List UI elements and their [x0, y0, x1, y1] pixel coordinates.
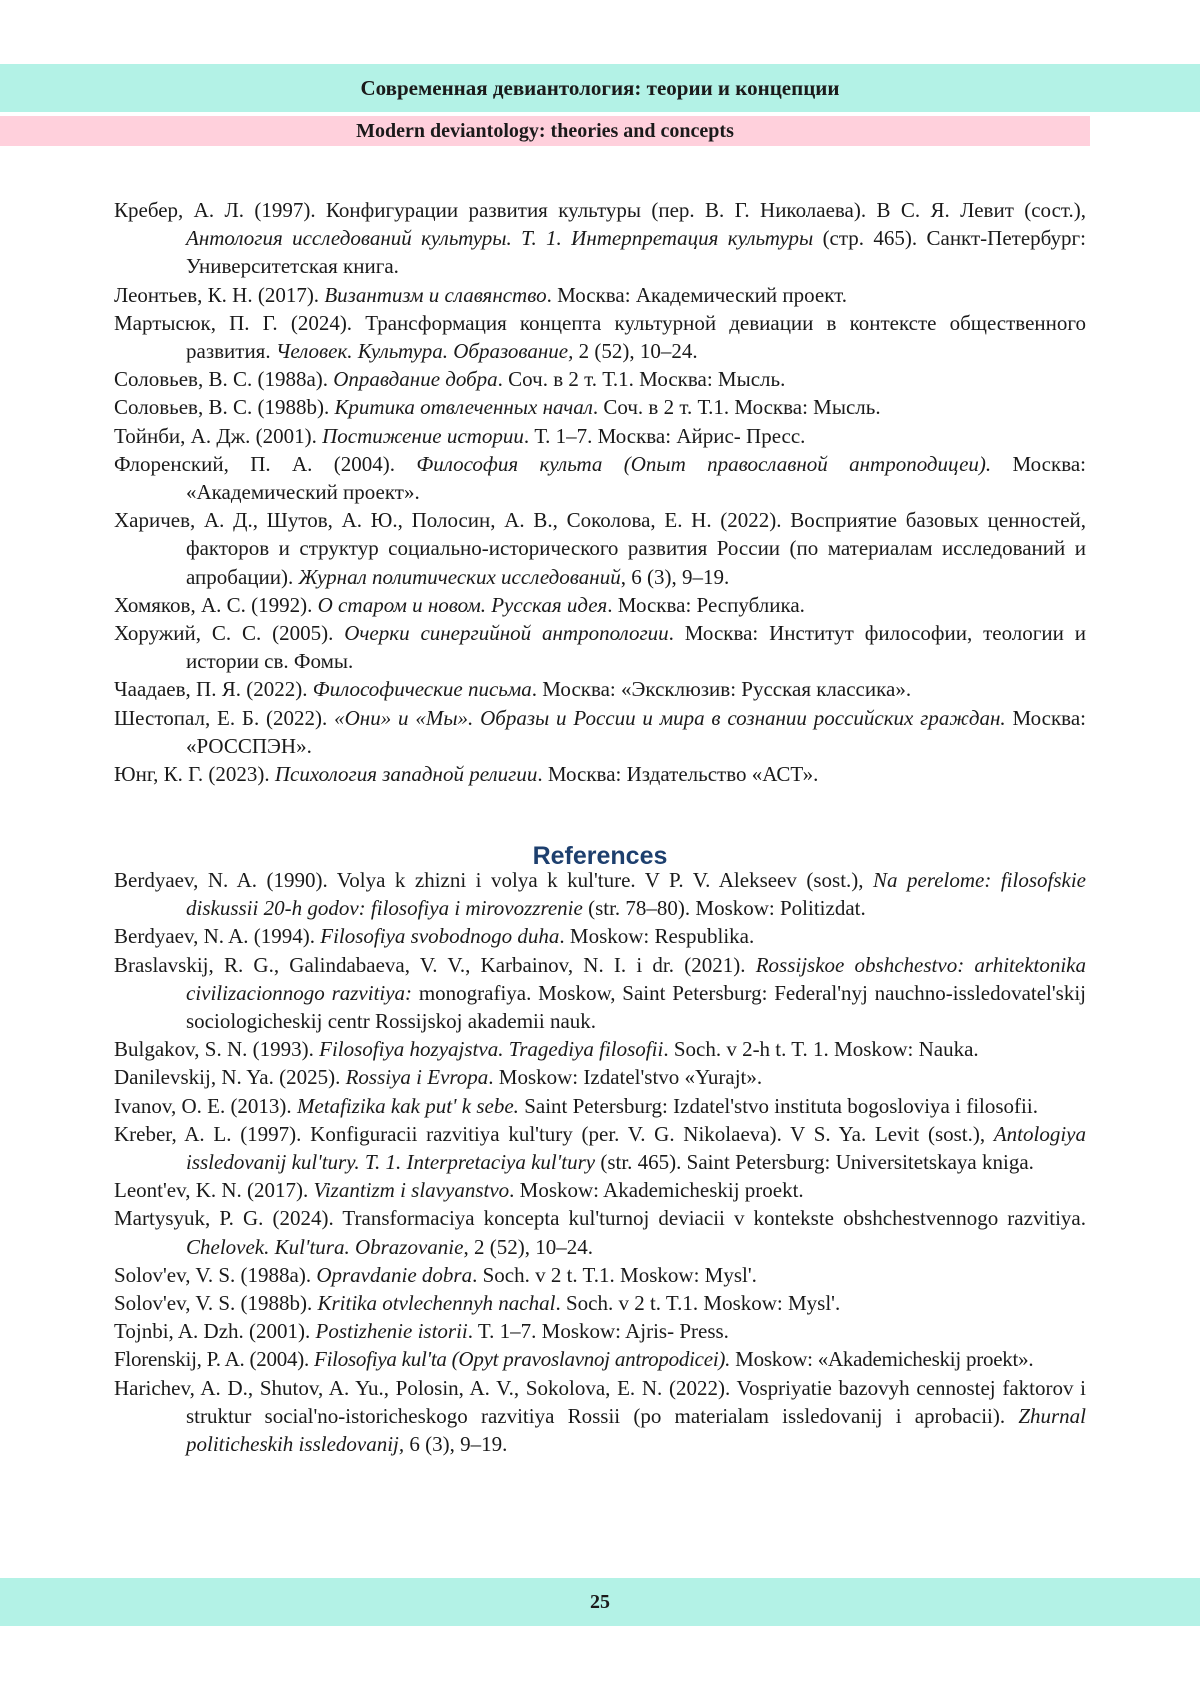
reference-text: Соловьев, В. С. (1988a).: [114, 367, 334, 392]
bibliography-en: [114, 866, 1086, 1458]
reference-title: Na perelome: filosofskie diskussii 20-h godov: filosofiya i mirovozzrenie: [186, 868, 1086, 921]
reference-text: Kreber, A. L. (1997). Konfiguracii razvitiya kul'tury (per. V. G. Nikolaeva). V S. Ya. Levit (sost.),: [114, 1121, 994, 1146]
reference-text: Чаадаев, П. Я. (2022).: [114, 677, 313, 702]
reference-source: . Soch. v 2 t. T.1. Moskow: Mysl'.: [472, 1262, 757, 1287]
reference-title: Антология исследований культуры. Т. 1. Интерпретация культуры: [186, 226, 814, 251]
reference-title: Rossijskoe obshchestvo: arhitektonika civilizacionnogo razvitiya:: [186, 952, 1087, 1005]
reference-source: . Соч. в 2 т. Т.1. Москва: Мысль.: [497, 367, 786, 392]
journal-section-title-ru: [0, 64, 1200, 112]
reference-entry: [114, 866, 1086, 922]
references-heading: References: [532, 842, 668, 870]
reference-title: Filosofiya svobodnogo duha: [320, 924, 560, 949]
reference-source: (str. 465). Saint Petersburg: Universitetskaya kniga.: [595, 1150, 1034, 1175]
reference-title: Человек. Культура. Образование,: [275, 339, 574, 364]
reference-title: Antologiya issledovanij kul'tury. T. 1. Interpretaciya kul'tury: [186, 1121, 1086, 1175]
reference-source: . Moskow: Akademicheskij proekt.: [509, 1178, 804, 1203]
section-title-en: Modern deviantology: theories and concepts: [356, 119, 734, 142]
reference-title: Filosofiya hozyajstva. Tragediya filosofii: [319, 1037, 664, 1062]
reference-title: Постижение истории: [322, 423, 524, 448]
reference-title: Filosofiya kul'ta (Opyt pravoslavnoj antropodicei).: [314, 1347, 731, 1372]
reference-title: Психология западной религии: [274, 762, 538, 787]
reference-title: Postizhenie istorii: [315, 1319, 468, 1344]
reference-text: Tojnbi, A. Dzh. (2001).: [114, 1319, 316, 1344]
reference-title: Византизм и славянство: [324, 282, 547, 307]
reference-source: . Moskow: Respublika.: [559, 924, 755, 949]
reference-title: Kritika otvlechennyh nachal: [317, 1291, 556, 1316]
reference-source: . Soch. v 2-h t. T. 1. Moskow: Nauka.: [663, 1037, 979, 1062]
reference-source: . Москва: «Эксклюзив: Русская классика».: [531, 677, 912, 702]
reference-source: . Соч. в 2 т. Т.1. Москва: Мысль.: [592, 395, 881, 420]
reference-text: Danilevskij, N. Ya. (2025).: [114, 1065, 346, 1090]
reference-title: Очерки синергийной антропологии: [344, 621, 669, 646]
reference-source: (стр. 465). Санкт-Петербург: Университетская книга.: [186, 226, 1086, 279]
reference-source: , 6 (3), 9–19.: [620, 564, 730, 589]
reference-title: «Они» и «Мы». Образы и России и мира в сознании российских граждан.: [334, 705, 1006, 730]
reference-source: Moskow: «Akademicheskij proekt».: [730, 1347, 1034, 1372]
reference-text: Харичев, А. Д., Шутов, А. Ю., Полосин, А. В., Соколова, Е. Н. (2022). Восприятие базовых ценностей, факторов и структур социально-исторического развития России (по материалам исследований и апробации).: [114, 508, 1086, 589]
page-number: 25: [590, 1590, 610, 1613]
reference-entry: [114, 1289, 1086, 1317]
reference-title: Критика отвлеченных начал: [334, 395, 593, 420]
reference-source: monografiya. Moskow, Saint Petersburg: Federal'nyj nauchno-issledovatel'skij sociologicheskij centr Rossijskoj akademii nauk.: [186, 980, 1087, 1034]
reference-entry: [114, 591, 1086, 619]
journal-section-title-en: [0, 116, 1090, 146]
reference-source: . Москва: Институт философии, теологии и истории св. Фомы.: [186, 621, 1086, 674]
reference-text: Леонтьев, К. Н. (2017).: [114, 282, 325, 307]
reference-title: О старом и новом. Русская идея: [317, 592, 608, 617]
reference-text: Тойнби, А. Дж. (2001).: [114, 423, 323, 448]
reference-text: Юнг, К. Г. (2023).: [114, 762, 275, 787]
reference-entry: [114, 450, 1086, 506]
reference-source: . Soch. v 2 t. T.1. Moskow: Mysl'.: [555, 1291, 841, 1316]
reference-entry: [114, 1317, 1086, 1345]
reference-entry: [114, 1035, 1086, 1063]
reference-entry: [114, 1063, 1086, 1091]
reference-text: Florenskij, P. A. (2004).: [114, 1347, 315, 1372]
reference-text: Berdyaev, N. A. (1994).: [114, 924, 321, 949]
reference-source: . Москва: Издательство «АСТ».: [537, 762, 819, 787]
reference-title: Zhurnal politicheskih issledovanij,: [186, 1403, 1086, 1457]
reference-title: Философия культа (Опыт православной антроподицеи).: [416, 451, 992, 476]
reference-entry: [114, 281, 1086, 309]
reference-text: Solov'ev, V. S. (1988b).: [114, 1291, 318, 1316]
reference-entry: [114, 1176, 1086, 1204]
reference-entry: [114, 365, 1086, 393]
reference-entry: [114, 1092, 1086, 1120]
page-footer: [0, 1578, 1200, 1626]
reference-source: (str. 78–80). Moskow: Politizdat.: [582, 896, 866, 921]
reference-text: Флоренский, П. А. (2004).: [114, 451, 417, 476]
reference-text: Harichev, A. D., Shutov, A. Yu., Polosin, A. V., Sokolova, E. N. (2022). Vospriyatie bazovyh cennostej faktorov i struktur social'no-istoricheskogo razvitiya Rossii (po materialam issledovanij i aprobacii).: [114, 1375, 1086, 1428]
reference-source: . Москва: Академический проект.: [546, 282, 847, 307]
section-title-ru: Современная девиантология: теории и концепции: [360, 75, 840, 100]
reference-text: Martysyuk, P. G. (2024). Transformaciya koncepta kul'turnoj deviacii v kontekste obshchestvennogo razvitiya.: [114, 1206, 1086, 1231]
reference-text: Solov'ev, V. S. (1988a).: [114, 1262, 317, 1287]
reference-entry: [114, 196, 1086, 281]
reference-entry: [114, 309, 1086, 365]
reference-text: Bulgakov, S. N. (1993).: [114, 1037, 320, 1062]
reference-text: Соловьев, В. С. (1988b).: [114, 395, 335, 420]
reference-title: Opravdanie dobra: [316, 1262, 473, 1287]
reference-text: Хоружий, С. С. (2005).: [114, 621, 345, 646]
reference-source: 6 (3), 9–19.: [404, 1432, 508, 1457]
reference-entry: [114, 1120, 1086, 1176]
reference-entry: [114, 760, 1086, 788]
reference-source: Москва: «Академический проект».: [186, 451, 1086, 505]
reference-source: , 2 (52), 10–24.: [463, 1234, 593, 1259]
reference-entry: [114, 1261, 1086, 1289]
reference-entry: [114, 1374, 1086, 1459]
reference-entry: [114, 675, 1086, 703]
reference-title: Оправдание добра: [333, 367, 498, 392]
reference-text: Мартысюк, П. Г. (2024). Трансформация концепта культурной девиации в контексте общественного развития.: [114, 310, 1086, 364]
reference-text: Шестопал, Е. Б. (2022).: [114, 705, 335, 730]
reference-title: Chelovek. Kul'tura. Obrazovanie: [186, 1234, 464, 1259]
reference-entry: [114, 619, 1086, 675]
reference-text: Кребер, А. Л. (1997). Конфигурации развития культуры (пер. В. Г. Николаева). В С. Я. Левит (сост.),: [114, 198, 1086, 222]
reference-source: Saint Petersburg: Izdatel'stvo instituta bogosloviya i filosofii.: [518, 1093, 1038, 1118]
reference-text: Хомяков, А. С. (1992).: [114, 592, 318, 617]
reference-text: Ivanov, O. E. (2013).: [114, 1093, 297, 1118]
reference-title: Философические письма: [312, 677, 532, 702]
reference-entry: [114, 393, 1086, 421]
reference-source: 2 (52), 10–24.: [573, 339, 698, 364]
reference-entry: [114, 1345, 1086, 1373]
reference-text: Berdyaev, N. A. (1990). Volya k zhizni i volya k kul'ture. V P. V. Alekseev (sost.),: [114, 868, 874, 892]
reference-title: Rossiya i Evropa: [345, 1065, 489, 1090]
reference-source: . T. 1–7. Moskow: Ajris- Press.: [467, 1319, 729, 1344]
reference-entry: [114, 704, 1086, 760]
reference-source: . Москва: Республика.: [607, 592, 805, 617]
reference-entry: [114, 951, 1086, 1036]
bibliography-ru: [114, 196, 1086, 788]
reference-source: Москва: «РОССПЭН».: [186, 705, 1086, 758]
reference-entry: [114, 422, 1086, 450]
reference-text: Braslavskij, R. G., Galindabaeva, V. V., Karbainov, N. I. i dr. (2021).: [114, 952, 756, 977]
reference-source: . Moskow: Izdatel'stvo «Yurajt».: [488, 1065, 763, 1090]
reference-entry: [114, 1204, 1086, 1260]
reference-text: Leont'ev, K. N. (2017).: [114, 1178, 314, 1203]
reference-title: Vizantizm i slavyanstvo: [313, 1178, 510, 1203]
reference-title: Журнал политических исследований: [298, 564, 621, 589]
reference-entry: [114, 922, 1086, 950]
reference-source: . Т. 1–7. Москва: Айрис- Пресс.: [523, 423, 806, 448]
reference-title: Metafizika kak put' k sebe.: [296, 1093, 519, 1118]
reference-entry: [114, 506, 1086, 591]
